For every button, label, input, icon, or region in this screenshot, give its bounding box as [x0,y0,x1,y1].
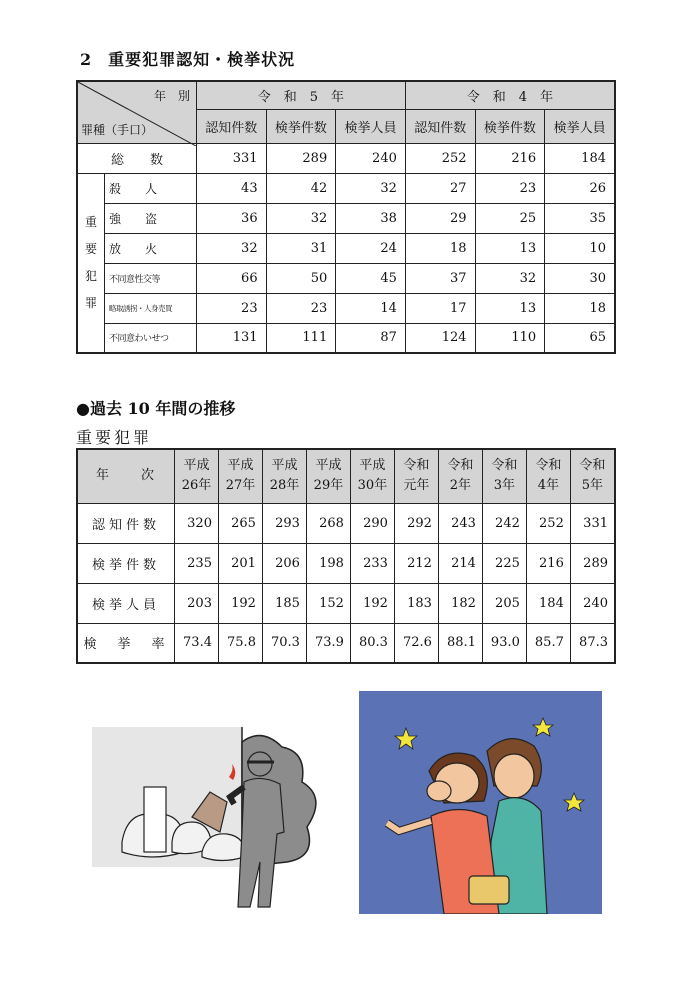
table-cell: 26 [545,173,615,203]
table-cell: 243 [438,503,482,543]
table-cell: 13 [475,233,545,263]
era-label: 令和 [579,458,606,474]
group-label-char: 犯 [84,268,97,283]
table-cell: 205 [482,583,526,623]
table-cell: 212 [394,543,438,583]
table-cell: 240 [336,143,406,173]
table-row [77,263,615,293]
crime-label: 不同意わいせつ [105,323,197,353]
corner-cell [77,81,196,143]
table-cell: 29 [405,203,475,233]
table-cell: 13 [475,293,545,323]
table-cell: 252 [526,503,570,543]
table-cell: 30 [545,263,615,293]
year-label: 29年 [313,478,344,494]
table-cell: 66 [196,263,266,293]
table-cell: 85.7 [526,623,570,663]
table-cell: 214 [438,543,482,583]
table-cell: 185 [262,583,306,623]
column-header: 検挙件数 [475,109,545,143]
table-cell: 24 [336,233,406,263]
table-cell: 65 [545,323,615,353]
table-cell: 42 [266,173,336,203]
section-title-text: 重要犯罪認知・検挙状況 [108,50,296,69]
era-label: 令和 [491,458,518,474]
table-cell: 23 [266,293,336,323]
table-cell: 289 [570,543,615,583]
table-cell: 265 [218,503,262,543]
section-title [80,47,295,70]
crime-label: 放 火 [105,233,197,263]
table-cell: 203 [175,583,219,623]
column-header: 認知件数 [405,109,475,143]
table-cell: 35 [545,203,615,233]
table-cell: 27 [405,173,475,203]
year-header [570,449,615,503]
era-label: 令和 [403,458,430,474]
arson-illustration [92,722,332,912]
table-cell: 252 [405,143,475,173]
era-label: 平成 [183,458,210,474]
table-cell: 182 [438,583,482,623]
table-cell: 184 [545,143,615,173]
era-label: 平成 [359,458,386,474]
table-cell: 240 [570,583,615,623]
table-cell: 88.1 [438,623,482,663]
year-label: 2年 [449,478,472,494]
table-cell: 32 [266,203,336,233]
table-cell: 235 [175,543,219,583]
table-cell: 70.3 [262,623,306,663]
table-cell: 290 [350,503,394,543]
table-cell: 10 [545,233,615,263]
year-label: 5年 [581,478,604,494]
table-cell: 23 [196,293,266,323]
table-cell: 32 [336,173,406,203]
handbag [469,876,509,904]
trend-row-label: 検挙件数 [77,543,175,583]
group-label-char: 罪 [84,295,97,310]
year-header [526,449,570,503]
era-label: 平成 [315,458,342,474]
trend-row-label: 検挙人員 [77,583,175,623]
table-cell: 331 [196,143,266,173]
era-label: 令和 [535,458,562,474]
table-row [77,293,615,323]
year-header [262,449,306,503]
table-cell: 93.0 [482,623,526,663]
crime-label: 殺 人 [105,173,197,203]
table-cell: 206 [262,543,306,583]
table-cell: 201 [218,543,262,583]
year-label: 元年 [403,478,430,494]
table-cell: 23 [475,173,545,203]
trend-row-label: 認知件数 [77,503,175,543]
year-label: 27年 [225,478,256,494]
table-row [77,323,615,353]
table-cell: 111 [266,323,336,353]
year-label: 26年 [181,478,212,494]
column-header: 検挙人員 [545,109,615,143]
corner-bottom-label: 罪種（手口） [81,122,154,137]
year-label: 28年 [269,478,300,494]
total-label: 総 数 [77,143,196,173]
table-cell: 18 [545,293,615,323]
year-header [175,449,219,503]
table-cell: 268 [306,503,350,543]
table-cell: 289 [266,143,336,173]
table-cell: 198 [306,543,350,583]
table-cell: 18 [405,233,475,263]
trend-table [76,448,616,664]
crime-label: 不同意性交等 [105,263,197,293]
year-header [394,449,438,503]
table-cell: 75.8 [218,623,262,663]
table-cell: 45 [336,263,406,293]
table-cell: 50 [266,263,336,293]
section-number: 2 [80,50,93,69]
table-cell: 192 [218,583,262,623]
column-header: 認知件数 [196,109,266,143]
crime-label: 強 盗 [105,203,197,233]
corner-top-label: 年 別 [153,89,190,103]
year-header [306,449,350,503]
trend-row-label: 検 挙 率 [77,623,175,663]
table-cell: 87 [336,323,406,353]
year-column-header: 年 次 [77,449,175,503]
year-header: 令 和 5 年 [196,81,405,109]
group-label-char: 重 [84,214,97,229]
table-cell: 233 [350,543,394,583]
table-cell: 110 [475,323,545,353]
column-header: 検挙件数 [266,109,336,143]
table-cell: 17 [405,293,475,323]
era-label: 令和 [447,458,474,474]
crime-label: 略取誘拐・人身売買 [105,293,197,323]
table-cell: 152 [306,583,350,623]
table-cell: 14 [336,293,406,323]
table-cell: 184 [526,583,570,623]
trend-row [77,583,615,623]
table-cell: 131 [196,323,266,353]
group-label [77,173,105,353]
trend-heading: ●過去 10 年間の推移 [76,399,236,418]
table-cell: 320 [175,503,219,543]
robbery-illustration [359,691,602,914]
year-header [482,449,526,503]
year-label: 30年 [357,478,388,494]
table-cell: 331 [570,503,615,543]
table-cell: 72.6 [394,623,438,663]
trend-row [77,623,615,663]
table-cell: 73.4 [175,623,219,663]
table-cell: 292 [394,503,438,543]
year-header [218,449,262,503]
table-cell: 183 [394,583,438,623]
covering-hand [427,781,451,801]
trend-subtitle: 重要犯罪 [76,428,153,447]
table-cell: 216 [475,143,545,173]
group-label-char: 要 [84,241,97,256]
table-cell: 192 [350,583,394,623]
table-cell: 43 [196,173,266,203]
table-cell: 87.3 [570,623,615,663]
year-label: 4年 [537,478,559,494]
paper-bag [144,787,166,852]
table-row [77,203,615,233]
table-cell: 37 [405,263,475,293]
year-header [350,449,394,503]
table-row [77,233,615,263]
table-cell: 73.9 [306,623,350,663]
trend-row [77,503,615,543]
column-header: 検挙人員 [336,109,406,143]
table-cell: 293 [262,503,306,543]
trend-header-row [77,449,615,503]
year-header: 令 和 4 年 [405,81,615,109]
table-cell: 38 [336,203,406,233]
table-row [77,173,615,203]
year-header [438,449,482,503]
era-label: 平成 [227,458,254,474]
table-cell: 32 [475,263,545,293]
table-cell: 242 [482,503,526,543]
table-cell: 36 [196,203,266,233]
table-cell: 216 [526,543,570,583]
table-cell: 31 [266,233,336,263]
year-label: 3年 [493,478,516,494]
trend-row [77,543,615,583]
table-cell: 80.3 [350,623,394,663]
crime-status-table [76,80,616,354]
total-row [77,143,615,173]
table-cell: 225 [482,543,526,583]
table-cell: 32 [196,233,266,263]
table-cell: 25 [475,203,545,233]
era-label: 平成 [271,458,298,474]
table-cell: 124 [405,323,475,353]
